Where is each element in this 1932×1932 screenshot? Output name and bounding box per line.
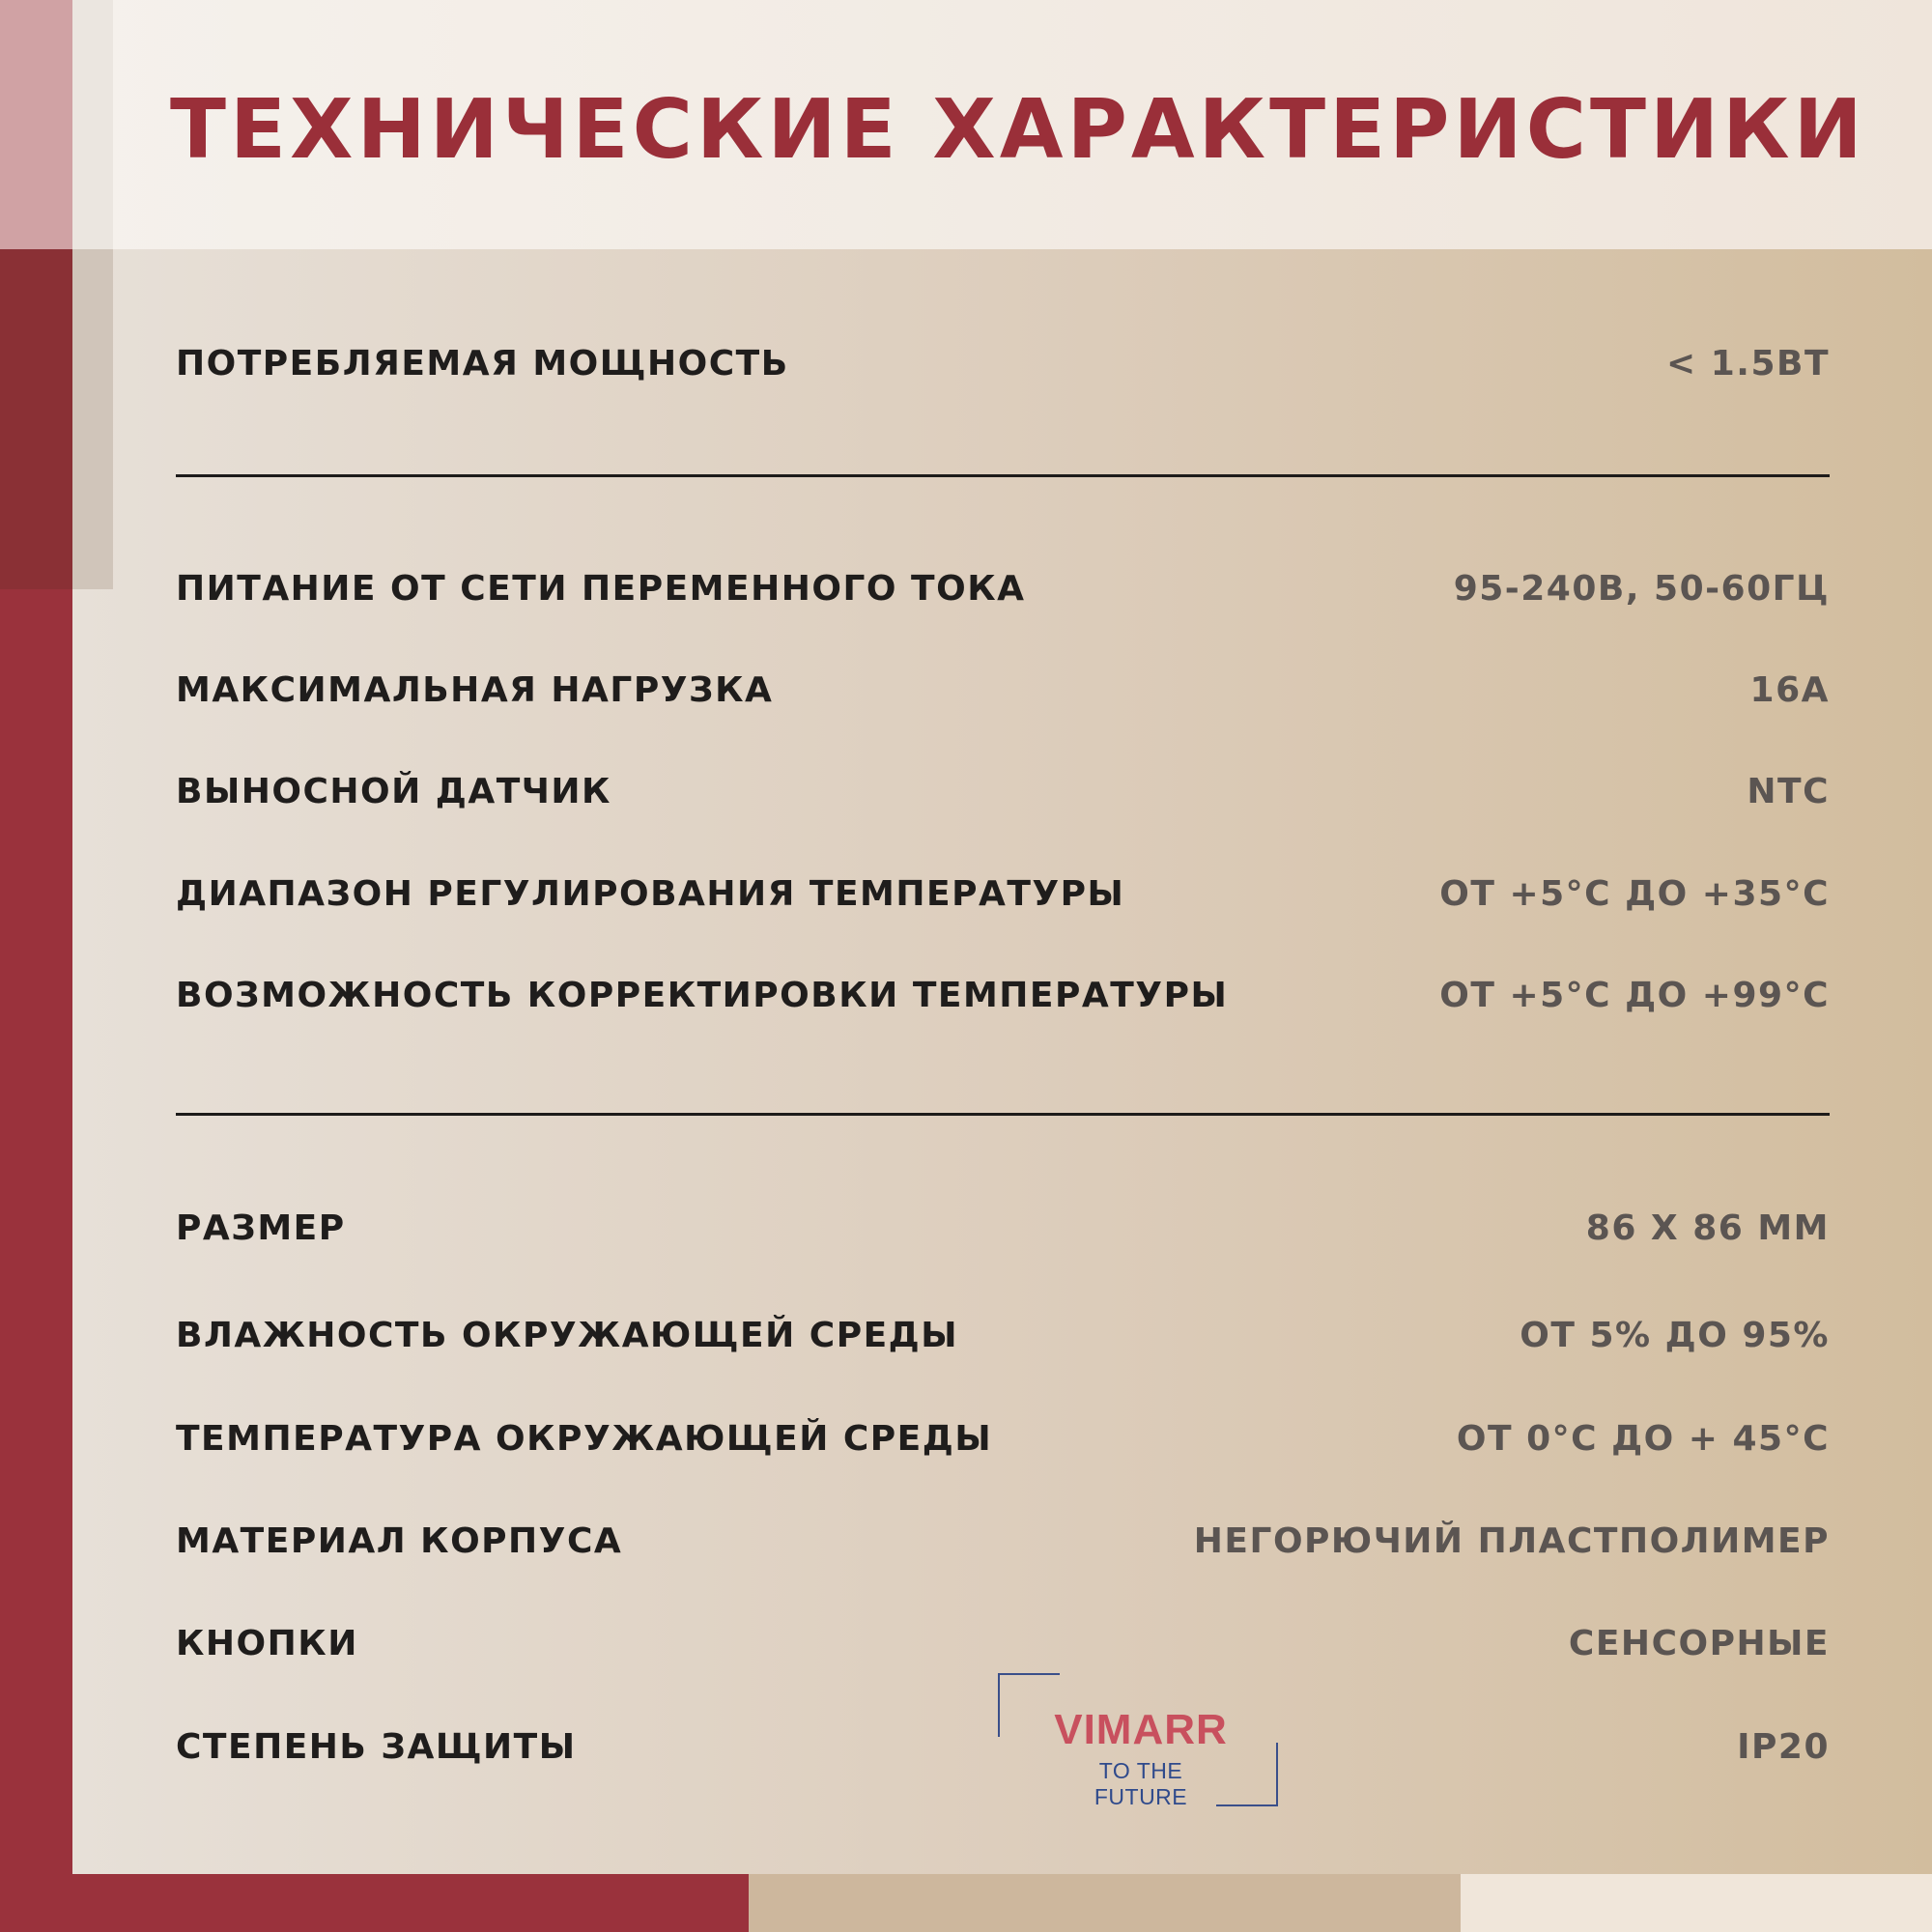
content-panel	[72, 0, 1932, 1874]
spec-value: 16А	[1749, 669, 1830, 710]
section-divider-2	[176, 1113, 1830, 1116]
spec-label: СТЕПЕНЬ ЗАЩИТЫ	[176, 1726, 577, 1767]
spec-label: РАЗМЕР	[176, 1208, 346, 1248]
spec-value: ОТ 5% ДО 95%	[1520, 1315, 1830, 1355]
spec-value: 95-240В, 50-60ГЦ	[1453, 568, 1830, 609]
spec-row-size	[176, 1199, 1830, 1257]
spec-row-buttons	[176, 1614, 1830, 1672]
spec-row-housing-material	[176, 1512, 1830, 1570]
spec-row-power-consumption	[176, 334, 1830, 392]
spec-value: ОТ +5°С ДО +99°С	[1439, 975, 1830, 1015]
spec-label: ПОТРЕБЛЯЕМАЯ МОЩНОСТЬ	[176, 343, 789, 384]
spec-label: ВОЗМОЖНОСТЬ КОРРЕКТИРОВКИ ТЕМПЕРАТУРЫ	[176, 975, 1229, 1015]
left-frame-pale-block	[0, 0, 72, 249]
spec-row-temp-range	[176, 865, 1830, 923]
spec-value: НЕГОРЮЧИЙ ПЛАСТПОЛИМЕР	[1193, 1520, 1830, 1561]
spec-label: МАКСИМАЛЬНАЯ НАГРУЗКА	[176, 669, 774, 710]
spec-value: ОТ +5°С ДО +35°С	[1439, 873, 1830, 914]
spec-value: IP20	[1737, 1726, 1830, 1767]
spec-row-ambient-temp	[176, 1409, 1830, 1467]
logo-brand-name: VIMARR	[1054, 1706, 1228, 1753]
spec-value: 86 Х 86 ММ	[1585, 1208, 1830, 1248]
brand-logo	[998, 1673, 1278, 1809]
spec-label: КНОПКИ	[176, 1623, 358, 1663]
logo-tagline: TO THE FUTURE	[1094, 1758, 1188, 1809]
page-title: ТЕХНИЧЕСКИЕ ХАРАКТЕРИСТИКИ	[170, 82, 1866, 178]
spec-label: ВЫНОСНОЙ ДАТЧИК	[176, 771, 611, 811]
spec-label: ДИАПАЗОН РЕГУЛИРОВАНИЯ ТЕМПЕРАТУРЫ	[176, 873, 1125, 914]
spec-value: NTC	[1747, 771, 1830, 811]
spec-row-temp-correction	[176, 966, 1830, 1024]
spec-value: < 1.5ВТ	[1666, 343, 1830, 384]
spec-value: ОТ 0°С ДО + 45°С	[1456, 1418, 1830, 1459]
spec-label: ТЕМПЕРАТУРА ОКРУЖАЮЩЕЙ СРЕДЫ	[176, 1418, 993, 1459]
spec-label: МАТЕРИАЛ КОРПУСА	[176, 1520, 623, 1561]
left-frame-dark-block	[0, 249, 72, 589]
spec-label: ВЛАЖНОСТЬ ОКРУЖАЮЩЕЙ СРЕДЫ	[176, 1315, 959, 1355]
spec-row-ac-supply	[176, 559, 1830, 617]
section-divider-1	[176, 474, 1830, 477]
bottom-frame-red	[0, 1874, 749, 1932]
spec-row-remote-sensor	[176, 762, 1830, 820]
spec-label: ПИТАНИЕ ОТ СЕТИ ПЕРЕМЕННОГО ТОКА	[176, 568, 1026, 609]
spec-row-max-load	[176, 661, 1830, 719]
spec-row-humidity	[176, 1306, 1830, 1364]
accent-bar-top	[72, 0, 113, 249]
spec-value: СЕНСОРНЫЕ	[1568, 1623, 1830, 1663]
bottom-frame-cream	[1461, 1869, 1932, 1932]
